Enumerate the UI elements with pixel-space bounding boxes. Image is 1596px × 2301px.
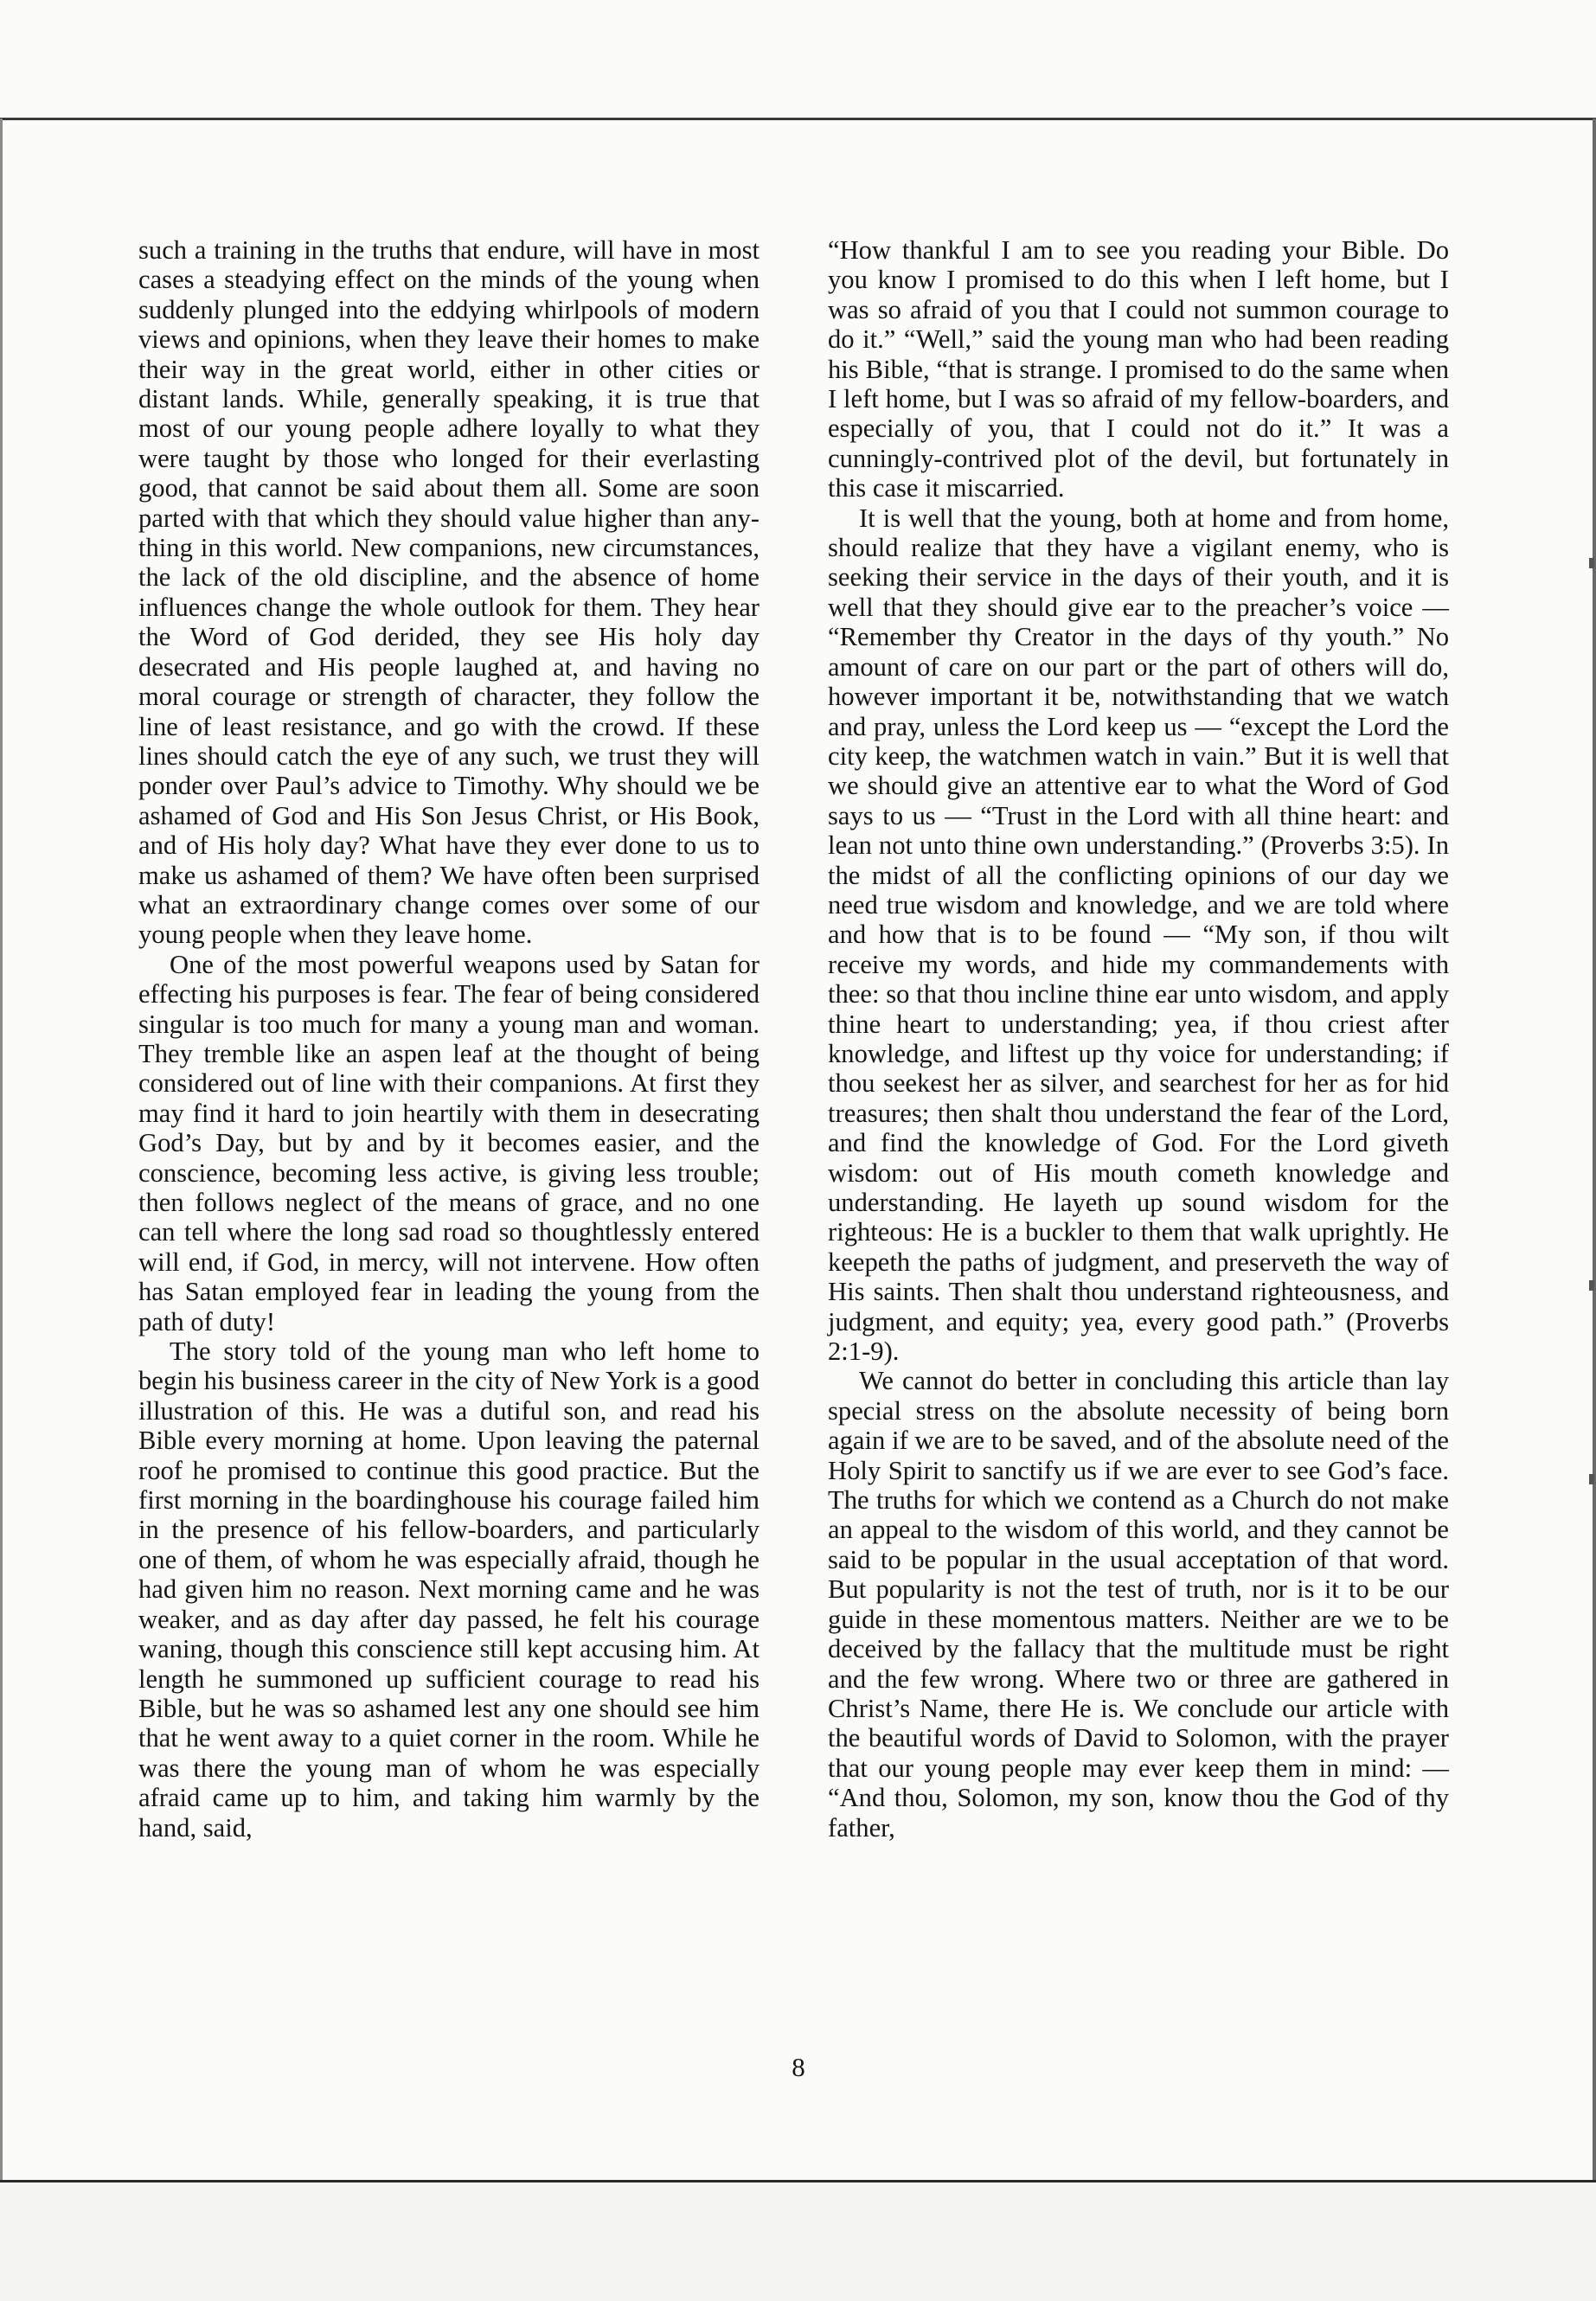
paragraph: One of the most powerful weapons used by Satan for effecting his purposes is fear. The fear of being considered singular is too much for many a young man and woman. They tremble like an aspen leaf at the thought of being considered out of line with their companions. At first they may find it hard to join heartily with them in desecrating God’s Day, but by and by it becomes easier, and the conscience, becoming less active, is giving less trouble; then follows neglect of the means of grace, and no one can tell where the long sad road so thoughtlessly entered will end, if God, in mercy, will not intervene. How often has Satan employed fear in leading the young from the path of duty! (138, 949, 760, 1336)
paragraph: The story told of the young man who left home to begin his business career in the city of New York is a good illustration of this. He was a dutiful son, and read his Bible every morning at home. Upon leaving the paternal roof he promised to continue this good practice. But the first morning in the boardinghouse his courage failed him in the presence of his fellow-boarders, and particularly one of them, of whom he was especially afraid, though he had given him no reason. Next morning came and he was weaker, and as day after day passed, he felt his courage waning, though this conscience still kept accusing him. At length he summoned up sufficient courage to read his Bible, but he was so ashamed lest any one should see him that he went away to a quiet corner in the room. While he was there the young man of whom he was especially afraid came up to him, and taking him warmly by the hand, said, (138, 1336, 760, 1843)
right-page-edge (1593, 119, 1596, 2181)
left-page-edge (0, 119, 3, 2181)
paragraph: It is well that the young, both at home and from home, should realize that they have a vigilant enemy, who is seeking their service in the days of their youth, and it is well that they should give ear to the preacher’s voice — “Remember thy Creator in the days of thy youth.” No amount of care on our part or the part of others will do, however important it be, notwithstanding that we watch and pray, unless the Lord keep us — “except the Lord the city keep, the watchmen watch in vain.” But it is well that we should give an attentive ear to what the Word of God says to us — “Trust in the Lord with all thine heart: and lean not unto thine own understanding.” (Proverbs 3:5). In the midst of all the conflicting opinions of our day we need true wisdom and knowledge, and we are told where and how that is to be found — “My son, if thou wilt receive my words, and hide my commandements with thee: so that thou incline thine ear unto wisdom, and apply thine heart to understanding; yea, if thou criest after knowledge, and liftest up thy voice for understanding; if thou seekest her as silver, and searchest for her as for hid treasures; then shalt thou understand the fear of the Lord, and find the knowledge of God. For the Lord giveth wisdom: out of His mouth cometh knowledge and understanding. He layeth up sound wisdom for the righteous: He is a buckler to them that walk uprightly. He keepeth the paths of judgment, and preserveth the way of His saints. Then shalt thou understand righteousness, and judgment, and equity; yea, every good path.” (Proverbs 2:1-9). (828, 503, 1449, 1367)
edge-mark (1589, 1280, 1594, 1291)
left-column (138, 235, 760, 1843)
paragraph: such a training in the truths that endure, will have in most cases a steadying effect on the minds of the young when suddenly plunged into the eddying whirlpools of modern views and opinions, when they leave their homes to make their way in the great world, either in other cities or distant lands. While, generally speaking, it is true that most of our young people adhere loyally to what they were taught by those who longed for their everlasting good, that cannot be said about them all. Some are soon parted with that which they should value higher than anything in this world. New companions, new circumstances, the lack of the old discipline, and the absence of home influences change the whole outlook for them. They hear the Word of God derided, they see His holy day desecrated and His people laughed at, and having no moral courage or strength of character, they follow the line of least resistance, and go with the crowd. If these lines should catch the eye of any such, we trust they will ponder over Paul’s advice to Timothy. Why should we be ashamed of God and His Son Jesus Christ, or His Book, and of His holy day? What have they ever done to us to make us ashamed of them? We have often been surprised what an extraordinary change comes over some of our young people when they leave home. (138, 235, 760, 950)
top-page-edge (0, 118, 1596, 120)
edge-mark (1589, 558, 1594, 568)
right-column (828, 235, 1449, 1843)
paragraph: We cannot do better in concluding this article than lay special stress on the absolute necessity of being born again if we are to be saved, and of the absolute need of the Holy Spirit to sanctify us if we are ever to see God’s face. The truths for which we contend as a Church do not make an appeal to the wisdom of this world, and they cannot be said to be popular in the usual acceptation of that word. But popularity is not the test of truth, nor is it to be our guide in these momentous matters. Neither are we to be deceived by the fallacy that the multitude must be right and the few wrong. Where two or three are gathered in Christ’s Name, there He is. We conclude our article with the beautiful words of David to Solomon, with the prayer that our young people may ever keep them in mind: — “And thou, Solomon, my son, know thou the God of thy father, (828, 1366, 1449, 1843)
paragraph: “How thankful I am to see you reading your Bible. Do you know I promised to do this when I left home, but I was so afraid of you that I could not summon courage to do it.” “Well,” said the young man who had been reading his Bible, “that is strange. I promised to do the same when I left home, but I was so afraid of my fellow-boarders, and especially of you, that I could not do it.” It was a cunningly-contrived plot of the devil, but fortunately in this case it miscarried. (828, 235, 1449, 503)
page-number: 8 (792, 2052, 805, 2082)
scan-background (0, 2182, 1596, 2301)
edge-mark (1589, 1474, 1594, 1484)
